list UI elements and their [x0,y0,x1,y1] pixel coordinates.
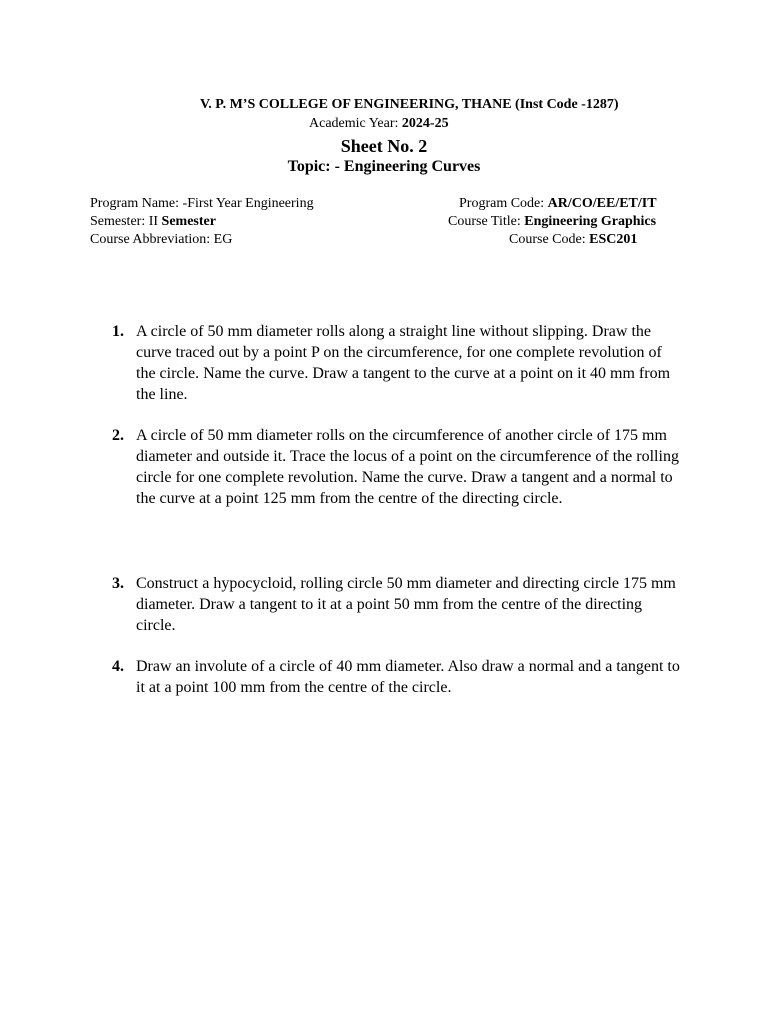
course-code-value: ESC201 [589,232,638,247]
academic-year-value: 2024-25 [401,116,449,131]
program-code-label: Program Code: [459,196,548,211]
semester [90,213,216,231]
course-abbreviation: Course Abbreviation: EG [90,232,233,247]
semester-label: Semester: II [90,214,162,229]
course-code-label: Course Code: [509,232,590,247]
program-code-value: AR/CO/EE/ET/IT [547,196,657,211]
course-title-label: Course Title: [448,214,525,229]
question-text: A circle of 50 mm diameter rolls on the circumference of another circle of 175 mm diameter and outside it. Trace the locus of a point on the circumference of the rolling circle for one complete revolution. Name the curve. Draw a tangent and a normal to the curve at a point 125 mm from the centre of the directing circle. [136,427,679,507]
question-number: 1. [112,323,124,340]
program-code [459,195,657,213]
course-title [448,213,656,231]
college-name: V. P. M’S COLLEGE OF ENGINEERING, THANE (Inst Code -1287) [200,97,619,112]
program-name: Program Name: -First Year Engineering [90,196,314,211]
semester-value: Semester [161,214,216,229]
question-number: 4. [112,658,124,675]
topic-title: Topic: - Engineering Curves [287,158,481,175]
course-code [509,231,637,249]
question-text: A circle of 50 mm diameter rolls along a straight line without slipping. Draw the curve traced out by a point P on the circumference, for one complete revolution of the circle. Name the curve. Draw a tangent to the curve at a point on it 40 mm from the line. [136,323,671,403]
course-title-value: Engineering Graphics [524,214,657,229]
question-text: Construct a hypocycloid, rolling circle 50 mm diameter and directing circle 175 mm diameter. Draw a tangent to it at a point 50 mm from the centre of the directing circle. [136,575,676,634]
question-item [112,425,682,509]
question-text: Draw an involute of a circle of 40 mm diameter. Also draw a normal and a tangent to it at a point 100 mm from the centre of the circle. [136,658,680,696]
question-item [112,656,682,698]
question-item [112,321,682,405]
question-number: 2. [112,427,124,444]
academic-year-label: Academic Year: [309,116,402,131]
question-item [112,573,682,636]
sheet-title: Sheet No. 2 [340,136,428,156]
question-number: 3. [112,575,124,592]
academic-year [309,116,449,132]
